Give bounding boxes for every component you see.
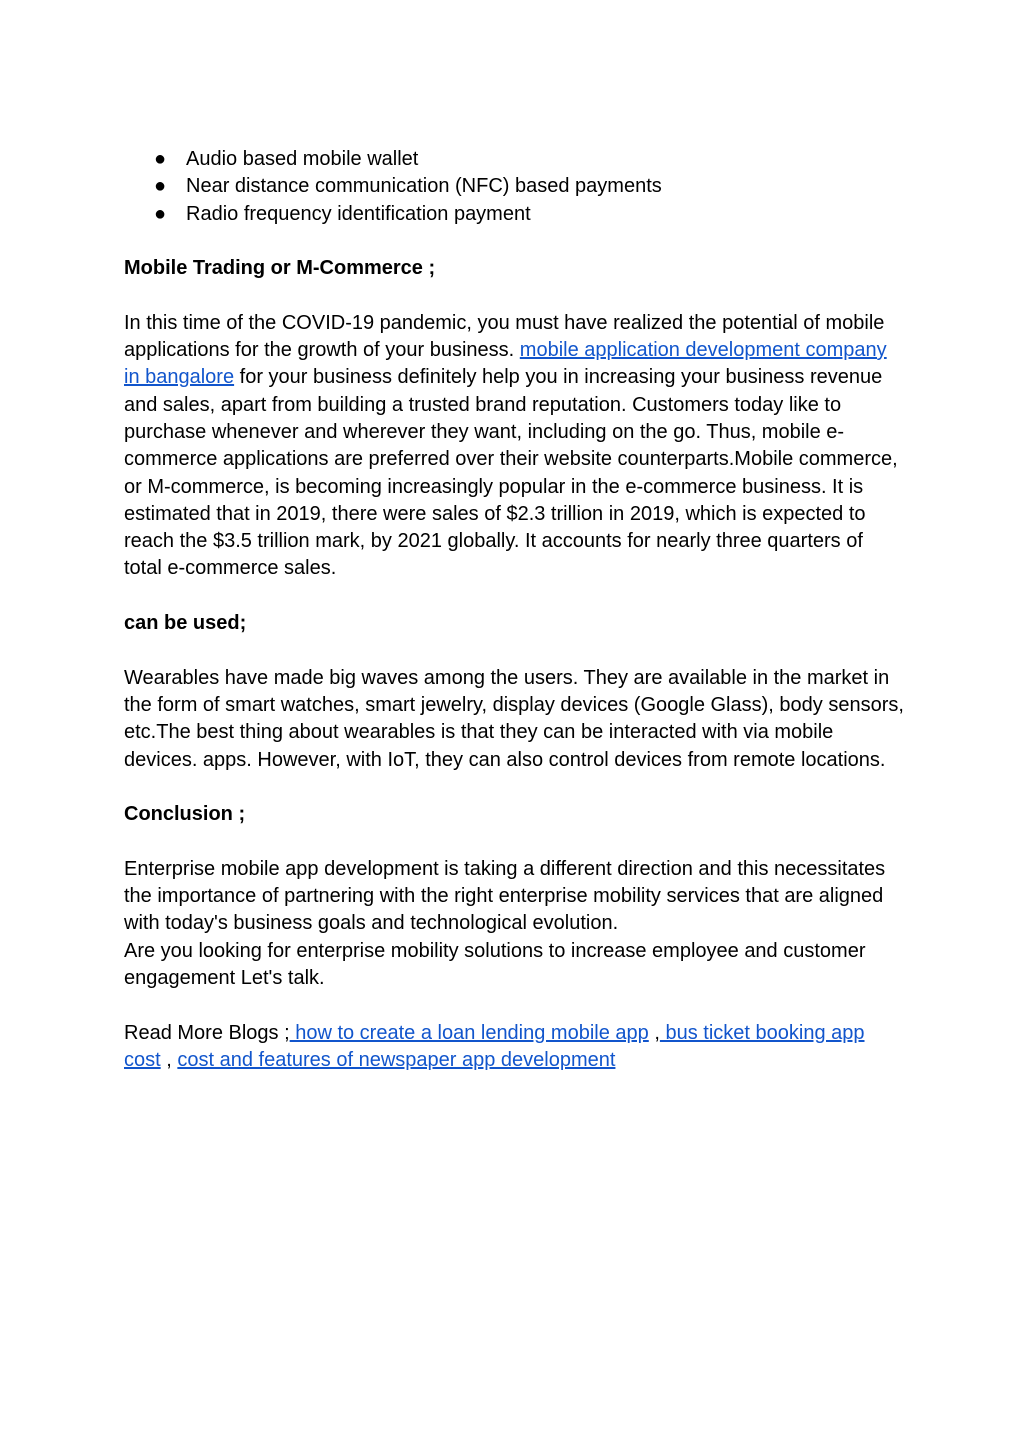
separator: ,: [160, 1048, 178, 1071]
loan-lending-app-link[interactable]: how to create a loan lending mobile app: [289, 1021, 649, 1044]
read-more-blogs: [124, 1020, 904, 1075]
read-more-label: Read More Blogs ;: [124, 1021, 290, 1044]
spacer: [124, 637, 904, 664]
spacer: [124, 992, 904, 1019]
spacer: [124, 828, 904, 855]
paragraph-text: for your business definitely help you in increasing your business revenue and sales, apart from building a trusted brand reputation. Customers today like to purchase whenever and wherever they want, including on the go. Thus, mobile e-commerce applications are preferred over their website counterparts.Mobile commerce, or M-commerce, is becoming increasingly popular in the e-commerce business. It is estimated that in 2019, there were sales of $2.3 trillion in 2019, which is expected to reach the $3.5 trillion mark, by 2021 globally. It accounts for nearly three quarters of total e-commerce sales.: [124, 366, 898, 580]
spacer: [124, 228, 904, 255]
bullet-icon: ●: [154, 148, 167, 170]
bus-ticket-booking-link[interactable]: bus ticket booking app cost: [124, 1021, 865, 1071]
paragraph-text: In this time of the COVID-19 pandemic, you must have realized the potential of mobile applications for the growth of your business.: [124, 311, 885, 362]
bullet-icon: ●: [154, 202, 167, 225]
list-item: [124, 146, 904, 173]
m-commerce-heading: Mobile Trading or M-Commerce ;: [124, 257, 436, 280]
spacer: [124, 583, 904, 610]
mobile-app-development-link[interactable]: mobile application development company in bangalore: [124, 339, 887, 389]
list-item-text: Audio based mobile wallet: [186, 148, 419, 170]
newspaper-app-link[interactable]: cost and features of newspaper app development: [177, 1048, 616, 1071]
wearables-paragraph: Wearables have made big waves among the users. They are available in the market in the form of smart watches, smart jewelry, display devices (Google Glass), body sensors, etc.The best thing about wearables is that they can be interacted with via mobile devices. apps. However, with IoT, they can also control devices from remote locations.: [124, 666, 904, 771]
list-item-text: Near distance communication (NFC) based payments: [186, 175, 662, 198]
m-commerce-paragraph: [124, 310, 904, 583]
list-item: [124, 173, 904, 200]
wearables-heading: can be used;: [124, 612, 247, 635]
conclusion-paragraph-cta: Are you looking for enterprise mobility solutions to increase employee and customer engagement Let's talk.: [124, 939, 866, 989]
payment-methods-list: [124, 146, 904, 228]
bullet-icon: ●: [154, 175, 167, 198]
separator: ,: [648, 1021, 660, 1044]
list-item-text: Radio frequency identification payment: [186, 202, 531, 225]
spacer: [124, 774, 904, 801]
list-item: [124, 201, 904, 228]
document-page: [124, 146, 904, 1074]
conclusion-heading: Conclusion ;: [124, 803, 246, 826]
conclusion-paragraph: Enterprise mobile app development is taking a different direction and this necessitates the importance of partnering with the right enterprise mobility services that are aligned with today's business goals and technological evolution.: [124, 857, 886, 935]
spacer: [124, 282, 904, 309]
